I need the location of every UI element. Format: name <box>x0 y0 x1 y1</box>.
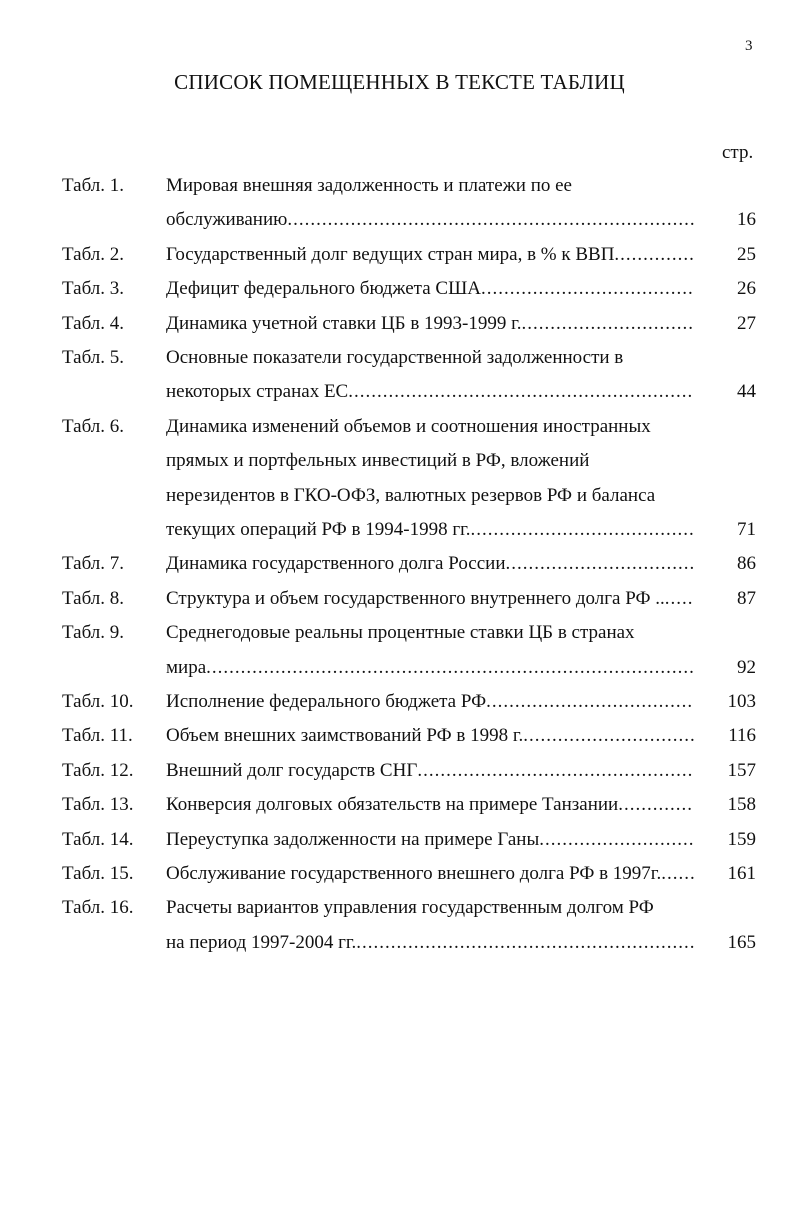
dot-leader <box>356 926 694 960</box>
dot-leader <box>618 788 694 822</box>
table-entry-label: Табл. 1. <box>62 175 124 196</box>
table-entry-label: Табл. 5. <box>62 347 124 368</box>
table-entry-page: 87 <box>737 587 756 609</box>
table-entry-page: 165 <box>727 931 756 953</box>
table-entry-title-text: Среднегодовые реальны процентные ставки ЦБ в странах <box>166 622 635 644</box>
table-entry-title <box>166 582 694 616</box>
table-entry-page: 158 <box>727 794 756 816</box>
table-entry-label: Табл. 2. <box>62 243 124 265</box>
table-entry-title-text: текущих операций РФ в 1994-1998 гг. <box>166 519 471 540</box>
dot-leader <box>206 651 694 685</box>
table-entry-title-text: некоторых странах ЕС <box>166 381 349 403</box>
table-entry-title <box>166 307 694 341</box>
table-entry-label: Табл. 11. <box>62 725 133 747</box>
table-entry-page: 157 <box>727 759 756 781</box>
table-entry-title <box>166 857 694 891</box>
table-entry-title-text: Обслуживание государственного внешнего долга РФ в 1997г. <box>166 863 662 884</box>
table-entry-label: Табл. 13. <box>62 794 134 816</box>
dot-leader <box>522 307 694 341</box>
table-entry-title-text: обслуживанию <box>166 209 288 231</box>
table-entry-title-text: Расчеты вариантов управления государственным долгом РФ <box>166 897 654 919</box>
table-entry-page: 161 <box>727 863 756 884</box>
table-entry-page: 71 <box>737 519 756 540</box>
table-entry-title <box>166 238 694 272</box>
dot-leader <box>471 513 694 547</box>
table-entry-label: Табл. 6. <box>62 415 124 437</box>
page-title: СПИСОК ПОМЕЩЕННЫХ В ТЕКСТЕ ТАБЛИЦ <box>174 70 625 94</box>
dot-leader <box>661 857 694 891</box>
table-entry-title-text: мира <box>166 656 207 678</box>
table-entry-title <box>166 513 694 547</box>
dot-leader <box>523 719 694 753</box>
dot-leader <box>506 547 694 581</box>
table-entry-page: 27 <box>737 312 756 334</box>
dot-leader <box>348 375 694 409</box>
table-entry-label: Табл. 16. <box>62 897 134 919</box>
table-entry-page: 92 <box>737 656 756 678</box>
table-entry-title <box>166 375 694 409</box>
table-entry-title-text: Переуступка задолженности на примере Ганы <box>166 828 540 850</box>
page-number: 3 <box>745 38 753 54</box>
table-entry-title-text: Конверсия долговых обязательств на примере Танзании <box>166 794 619 816</box>
dot-leader <box>665 582 694 616</box>
dot-leader <box>539 823 694 857</box>
table-entry-title-text: Динамика государственного долга России <box>166 553 506 575</box>
dot-leader <box>417 754 694 788</box>
table-entry-title-text: прямых и портфельных инвестиций в РФ, вложений <box>166 450 590 472</box>
table-entry-label: Табл. 12. <box>62 759 134 781</box>
table-entry-label: Табл. 7. <box>62 553 124 575</box>
dot-leader <box>486 685 694 719</box>
table-entry-title-text: Дефицит федерального бюджета США <box>166 278 481 300</box>
table-entry-page: 26 <box>737 278 756 300</box>
table-entry-title <box>166 203 694 237</box>
table-entry-page: 103 <box>727 691 756 712</box>
table-entry-title-text: Государственный долг ведущих стран мира, в % к ВВП <box>166 243 615 265</box>
dot-leader <box>287 203 694 237</box>
table-entry-title <box>166 547 694 581</box>
table-entry-label: Табл. 10. <box>62 691 134 712</box>
dot-leader <box>614 238 694 272</box>
table-entry-title-text: Структура и объем государственного внутреннего долга РФ .. <box>166 587 665 609</box>
page-column-header: стр. <box>722 142 754 163</box>
table-entry-title-text: Внешний долг государств СНГ <box>166 759 418 781</box>
table-entry-title <box>166 823 694 857</box>
table-entry-title-text: Объем внешних заимствований РФ в 1998 г. <box>166 725 524 747</box>
table-entry-label: Табл. 15. <box>62 863 134 884</box>
table-entry-title <box>166 719 694 753</box>
table-entry-title <box>166 926 694 960</box>
table-entry-title <box>166 272 694 306</box>
table-entry-label: Табл. 8. <box>62 587 124 609</box>
table-entry-page: 44 <box>737 381 756 403</box>
table-entry-title <box>166 788 694 822</box>
table-entry-title <box>166 754 694 788</box>
table-entry-label: Табл. 9. <box>62 622 124 644</box>
table-entry-title-text: Динамика изменений объемов и соотношения иностранных <box>166 415 651 437</box>
table-entry-title-text: Исполнение федерального бюджета РФ <box>166 691 487 712</box>
dot-leader <box>481 272 694 306</box>
table-entry-page: 159 <box>727 828 756 850</box>
table-entry-label: Табл. 14. <box>62 828 134 850</box>
table-entry-title-text: нерезидентов в ГКО-ОФЗ, валютных резервов РФ и баланса <box>166 484 656 506</box>
table-entry-label: Табл. 3. <box>62 278 124 300</box>
table-entry-title-text: Динамика учетной ставки ЦБ в 1993-1999 г. <box>166 312 522 334</box>
table-entry-title-text: Мировая внешняя задолженность и платежи по ее <box>166 175 572 196</box>
table-entry-page: 116 <box>728 725 756 747</box>
table-entry-title <box>166 685 694 719</box>
table-entry-page: 16 <box>737 209 756 231</box>
table-entry-title-text: Основные показатели государственной задолженности в <box>166 347 624 368</box>
table-entry-page: 25 <box>737 243 756 265</box>
table-entry-title <box>166 651 694 685</box>
table-entry-label: Табл. 4. <box>62 312 124 334</box>
table-entry-page: 86 <box>737 553 756 575</box>
table-entry-title-text: на период 1997-2004 гг. <box>166 931 357 953</box>
